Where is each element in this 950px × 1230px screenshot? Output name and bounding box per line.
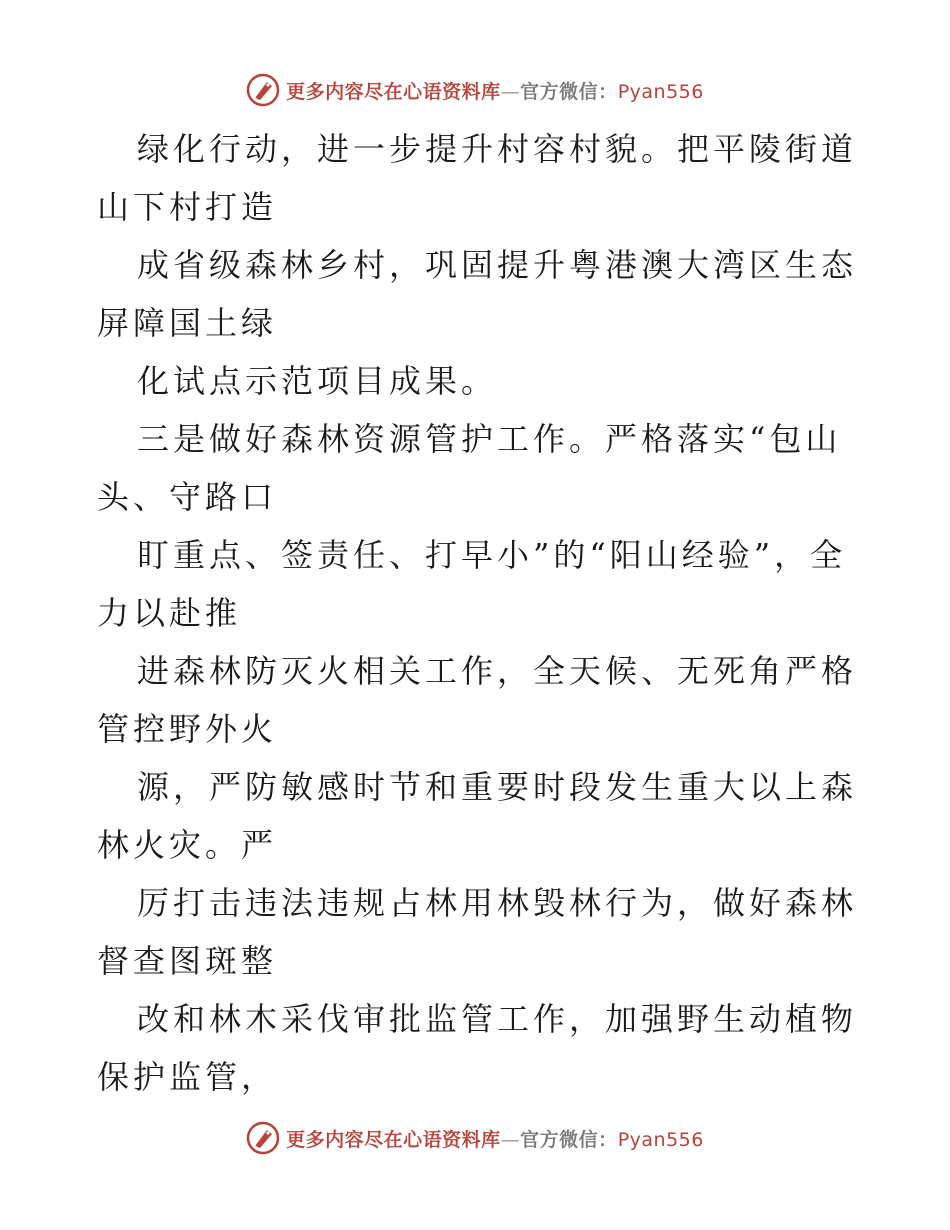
banner-dash: — — [500, 1128, 521, 1151]
banner-slogan: 更多内容尽在心语资料库 — [286, 1128, 501, 1151]
banner-wechat-id: Pyan556 — [617, 1128, 704, 1151]
pen-nib-logo-icon — [246, 1121, 280, 1155]
paragraph-1: 绿化行动，进一步提升村容村貌。把平陵街道山下村打造 — [97, 130, 858, 226]
paragraph-3: 化试点示范项目成果。 — [137, 362, 498, 400]
banner-dash: — — [500, 80, 521, 103]
banner-wechat-id: Pyan556 — [617, 80, 704, 103]
header-banner — [0, 70, 950, 110]
banner-wechat-label: 官方微信： — [520, 80, 618, 103]
banner-text — [286, 1125, 704, 1152]
paragraph-4: 三是做好森林资源管护工作。严格落实“包山头、守路口 — [97, 420, 842, 516]
banner-wechat-label: 官方微信： — [520, 1128, 618, 1151]
paragraph-9: 改和林木采伐审批监管工作，加强野生动植物保护监管， — [97, 1000, 858, 1096]
paragraph-8: 厉打击违法违规占林用林毁林行为，做好森林督查图斑整 — [97, 884, 858, 980]
paragraph-7: 源，严防敏感时节和重要时段发生重大以上森林火灾。严 — [97, 768, 858, 864]
pen-nib-logo-icon — [246, 73, 280, 107]
paragraph-6: 进森林防灭火相关工作，全天候、无死角严格管控野外火 — [97, 652, 858, 748]
banner-text — [286, 77, 704, 104]
banner-slogan: 更多内容尽在心语资料库 — [286, 80, 501, 103]
footer-banner — [0, 1118, 950, 1158]
paragraph-5: 盯重点、签责任、打早小”的“阳山经验”，全力以赴推 — [97, 536, 847, 632]
paragraph-2: 成省级森林乡村，巩固提升粤港澳大湾区生态屏障国土绿 — [97, 246, 858, 342]
